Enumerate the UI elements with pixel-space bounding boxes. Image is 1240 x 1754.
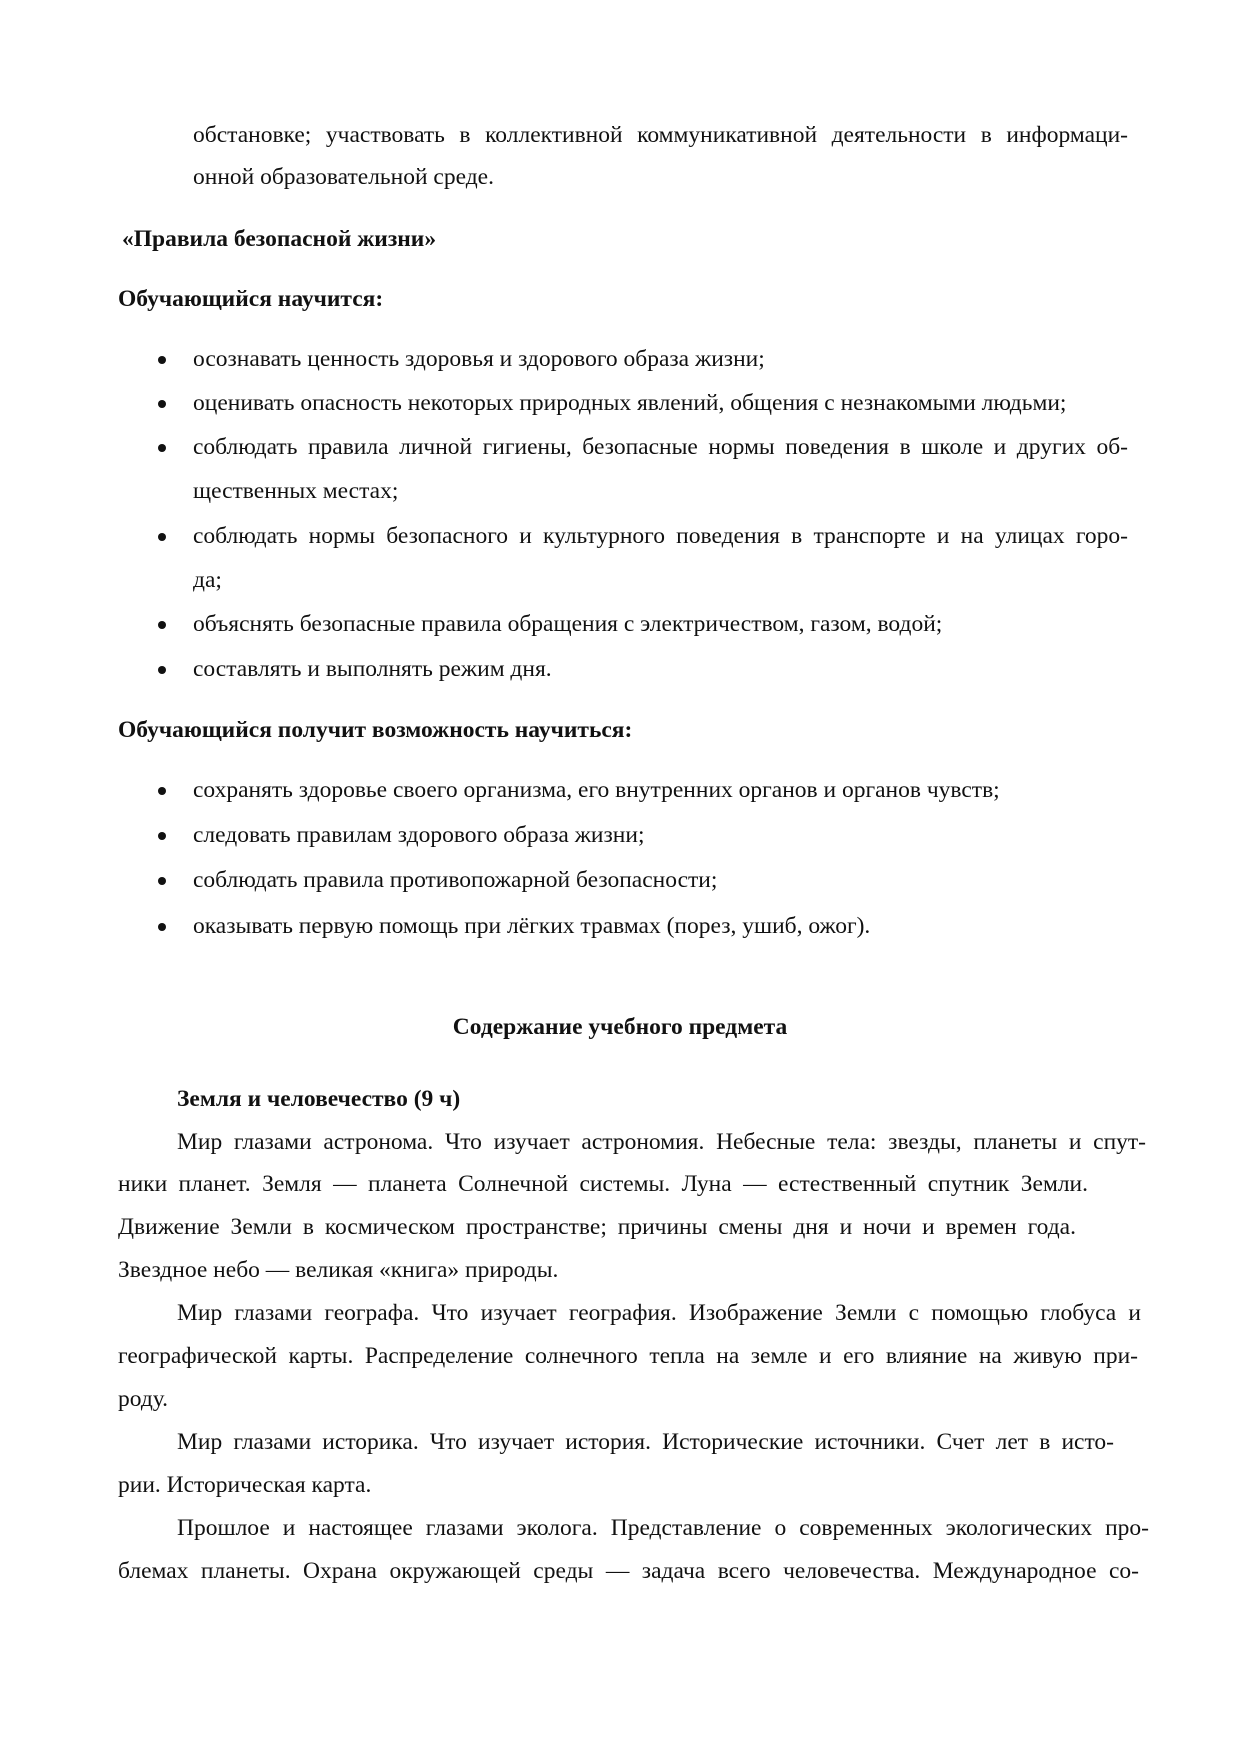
opportunity-heading: Обучающийся получит возможность научиться:	[118, 717, 633, 743]
opportunity-item: оказывать первую помощь при лёгких травмах (порез, ушиб, ожог).	[193, 913, 871, 939]
learns-item-continuation: да;	[193, 567, 222, 593]
learns-item: соблюдать нормы безопасного и культурного поведения в транспорте и на улицах горо-	[193, 523, 1128, 549]
paragraph-line: Мир глазами географа. Что изучает география. Изображение Земли с помощью глобуса и	[177, 1300, 1141, 1326]
paragraph-line: Мир глазами историка. Что изучает история. Исторические источники. Счет лет в исто-	[177, 1429, 1114, 1455]
paragraph-line: рии. Историческая карта.	[118, 1472, 372, 1498]
bullet-icon	[158, 877, 166, 885]
bullet-icon	[158, 444, 166, 452]
learns-item: составлять и выполнять режим дня.	[193, 656, 552, 682]
bullet-icon	[158, 666, 166, 674]
bullet-icon	[158, 400, 166, 408]
learns-item: объяснять безопасные правила обращения с электричеством, газом, водой;	[193, 611, 943, 637]
paragraph-line: Звездное небо — великая «книга» природы.	[118, 1257, 559, 1283]
opportunity-item: сохранять здоровье своего организма, его внутренних органов и органов чувств;	[193, 777, 1000, 803]
safety-section-title: «Правила безопасной жизни»	[122, 226, 437, 252]
opportunity-item: следовать правилам здорового образа жизни;	[193, 822, 645, 848]
paragraph-line: Движение Земли в космическом пространстве; причины смены дня и ночи и времен года.	[118, 1214, 1076, 1240]
paragraph-line: ники планет. Земля — планета Солнечной системы. Луна — естественный спутник Земли.	[118, 1171, 1088, 1197]
paragraph-line: географической карты. Распределение солнечного тепла на земле и его влияние на живую при-	[118, 1343, 1138, 1369]
learns-item: оценивать опасность некоторых природных явлений, общения с незнакомыми людьми;	[193, 390, 1067, 416]
paragraph-line: Мир глазами астронома. Что изучает астрономия. Небесные тела: звезды, планеты и спут-	[177, 1129, 1146, 1155]
learns-heading: Обучающийся научится:	[118, 286, 384, 312]
bullet-icon	[158, 787, 166, 795]
content-subheading: Земля и человечество (9 ч)	[177, 1086, 461, 1112]
bullet-icon	[158, 621, 166, 629]
paragraph-line: Прошлое и настоящее глазами эколога. Представление о современных экологических про-	[177, 1515, 1149, 1541]
paragraph-line: роду.	[118, 1386, 169, 1412]
paragraph-line: блемах планеты. Охрана окружающей среды — задача всего человечества. Международное со-	[118, 1558, 1139, 1584]
intro-line-2: онной образовательной среде.	[193, 164, 494, 190]
bullet-icon	[158, 356, 166, 364]
learns-item-continuation: щественных местах;	[193, 478, 399, 504]
bullet-icon	[158, 923, 166, 931]
bullet-icon	[158, 832, 166, 840]
intro-line-1: обстановке; участвовать в коллективной коммуникативной деятельности в информаци-	[193, 122, 1128, 148]
learns-item: соблюдать правила личной гигиены, безопасные нормы поведения в школе и других об-	[193, 434, 1128, 460]
opportunity-item: соблюдать правила противопожарной безопасности;	[193, 867, 718, 893]
content-section-title: Содержание учебного предмета	[452, 1014, 788, 1040]
learns-item: осознавать ценность здоровья и здорового образа жизни;	[193, 346, 765, 372]
bullet-icon	[158, 533, 166, 541]
